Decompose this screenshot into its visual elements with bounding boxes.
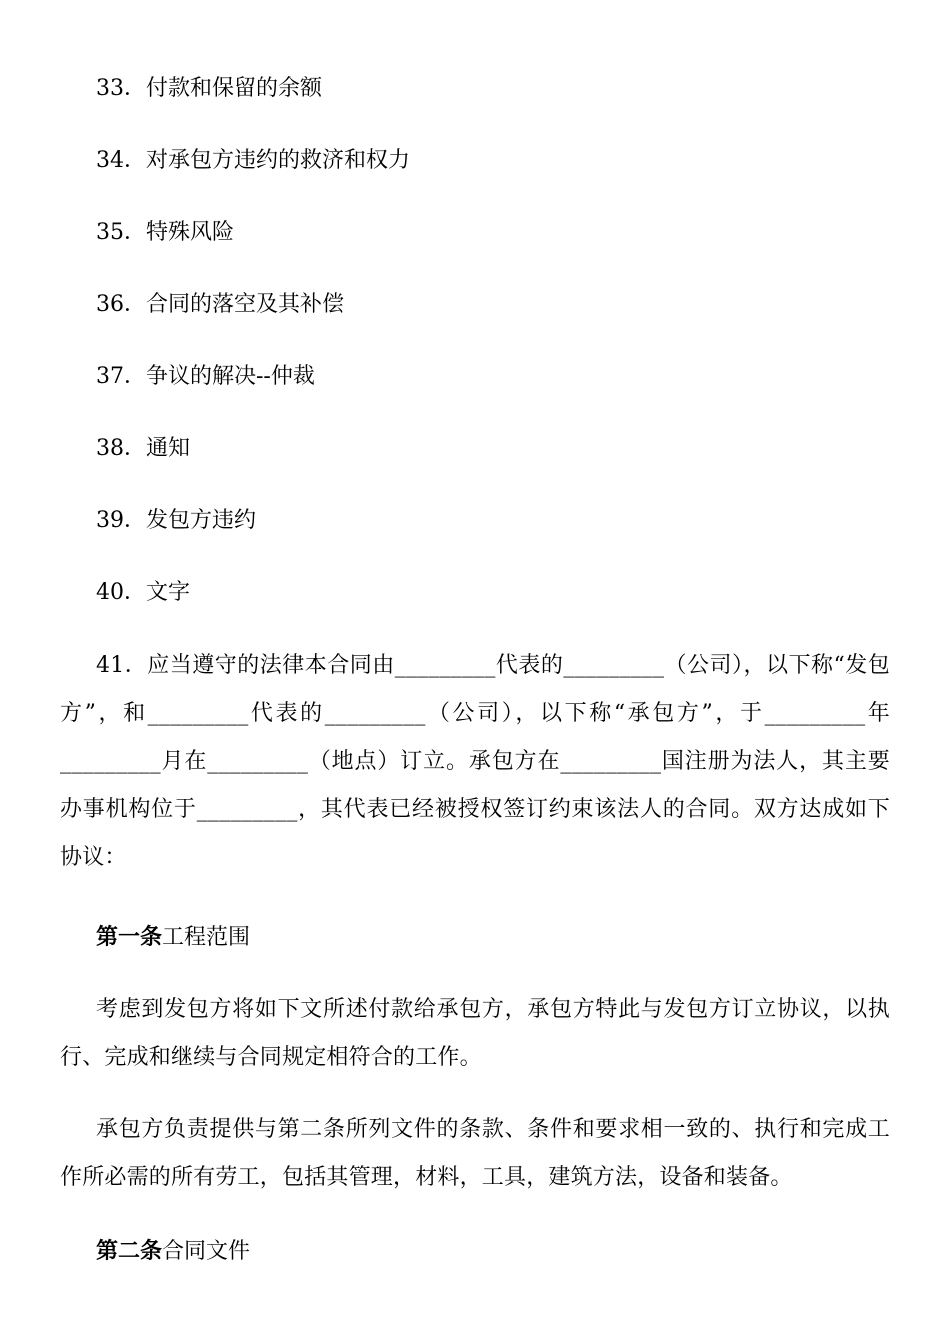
article-1-number: 第一条 — [96, 924, 163, 950]
article-1-paragraph-1: 考虑到发包方将如下文所述付款给承包方，承包方特此与发包方订立协议，以执行、完成和继续与合同规定相符合的工作。 — [60, 997, 890, 1070]
list-item-39: 39．发包方违约 — [96, 508, 256, 533]
article-1-paragraph-2: 承包方负责提供与第二条所列文件的条款、条件和要求相一致的、执行和完成工作所必需的所有劳工，包括其管理，材料，工具，建筑方法，设备和装备。 — [60, 1117, 890, 1190]
article-1-title: 工程范围 — [162, 925, 251, 950]
article-2-heading — [96, 1236, 250, 1267]
list-item-35: 35．特殊风险 — [96, 220, 234, 245]
clause-41-paragraph: 41．应当遵守的法律本合同由_________代表的_________（公司），以下称“发包方”，和_________代表的_________（公司），以下称“承包方”，于_________年_________月在_________（地点）订立。承包方在_________国注册为法人，其主要办事机构位于_________，其代表已经被授权签订约束该法人的合同。双方达成如下协议： — [60, 653, 890, 870]
article-2-title: 合同文件 — [162, 1239, 251, 1264]
list-item-38: 38．通知 — [96, 436, 190, 461]
list-item-40: 40．文字 — [96, 580, 190, 605]
list-item-36: 36．合同的落空及其补偿 — [96, 292, 344, 317]
list-item-33: 33．付款和保留的余额 — [96, 76, 322, 101]
list-item-37: 37．争议的解决--仲裁 — [96, 364, 315, 389]
article-2-number: 第二条 — [96, 1238, 163, 1264]
article-1-heading — [96, 922, 250, 953]
list-item-34: 34．对承包方违约的救济和权力 — [96, 148, 410, 173]
